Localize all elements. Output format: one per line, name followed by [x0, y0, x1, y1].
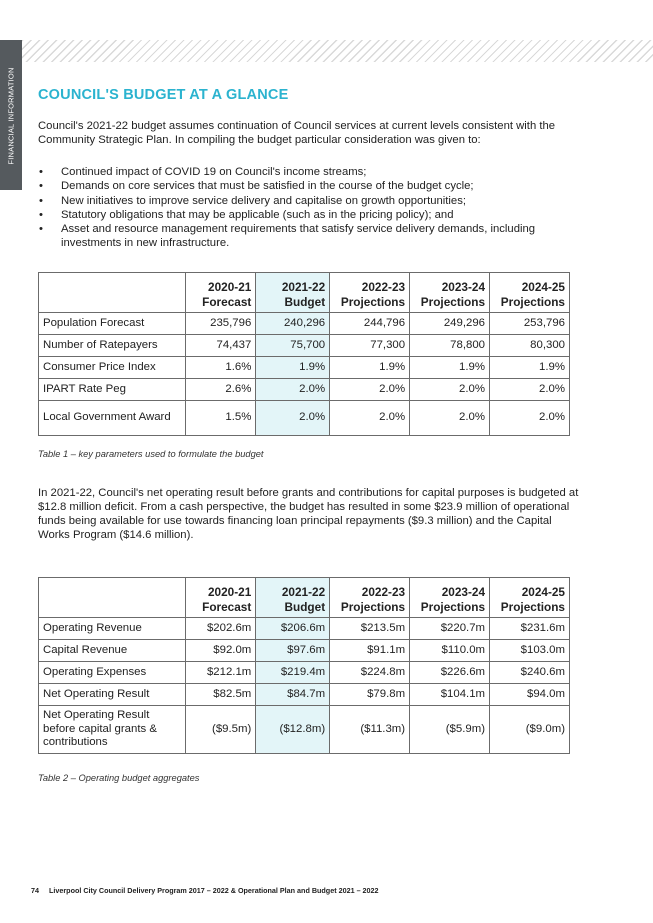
- table-header: 2024-25 Projections: [490, 578, 570, 618]
- page-title: COUNCIL'S BUDGET AT A GLANCE: [38, 87, 289, 103]
- consideration-list: [38, 165, 578, 251]
- table-row: Consumer Price Index 1.6% 1.9% 1.9% 1.9% 1.9%: [39, 357, 570, 379]
- table-row: Population Forecast 235,796 240,296 244,796 249,296 253,796: [39, 313, 570, 335]
- table-header: 2020-21 Forecast: [186, 578, 256, 618]
- list-item: • Statutory obligations that may be applicable (such as in the pricing policy); and: [38, 208, 578, 222]
- table2-caption: Table 2 – Operating budget aggregates: [38, 773, 200, 783]
- table-header-blank: [39, 273, 186, 313]
- intro-paragraph: Council's 2021-22 budget assumes continuation of Council services at current levels consistent with the Community Strategic Plan. In compiling the budget particular consideration was given to:: [38, 120, 556, 146]
- table-row: Net Operating Result $82.5m $84.7m $79.8m $104.1m $94.0m: [39, 684, 570, 706]
- operating-result-paragraph: In 2021-22, Council's net operating result before grants and contributions for capital purposes is budgeted at $12.8 million deficit. From a cash perspective, the budget has resulted in some $23.9 million of operational funds being available for use towards financing loan principal repayments ($9.3 million) and the Capital Works Program ($14.6 million).: [38, 487, 579, 541]
- table-row: Number of Ratepayers 74,437 75,700 77,300 78,800 80,300: [39, 335, 570, 357]
- list-item: • New initiatives to improve service delivery and capitalise on growth opportunities;: [38, 194, 578, 208]
- page-footer: [31, 886, 379, 895]
- table-row: Net Operating Result before capital grants & contributions ($9.5m) ($12.8m) ($11.3m) ($5.9m) ($9.0m): [39, 706, 570, 754]
- header-hatch-pattern: [22, 40, 653, 62]
- table-header: 2022-23 Projections: [330, 578, 410, 618]
- table-row: Local Government Award 1.5% 2.0% 2.0% 2.0% 2.0%: [39, 401, 570, 436]
- side-tab-label: FINANCIAL INFORMATION: [6, 67, 16, 165]
- footer-text: Liverpool City Council Delivery Program 2017 – 2022 & Operational Plan and Budget 2021 – 2022: [49, 886, 379, 895]
- table-header: 2020-21 Forecast: [186, 273, 256, 313]
- table-header: 2021-22 Budget: [256, 273, 330, 313]
- table1-caption: Table 1 – key parameters used to formulate the budget: [38, 449, 264, 459]
- page-number: 74: [31, 886, 39, 895]
- section-side-tab: [0, 40, 22, 190]
- table-row: IPART Rate Peg 2.6% 2.0% 2.0% 2.0% 2.0%: [39, 379, 570, 401]
- table-header: 2021-22 Budget: [256, 578, 330, 618]
- table-header: 2022-23 Projections: [330, 273, 410, 313]
- table-header: 2024-25 Projections: [490, 273, 570, 313]
- list-item: • Continued impact of COVID 19 on Council's income streams;: [38, 165, 578, 179]
- table-row: Operating Expenses $212.1m $219.4m $224.8m $226.6m $240.6m: [39, 662, 570, 684]
- list-item: • Demands on core services that must be satisfied in the course of the budget cycle;: [38, 179, 578, 193]
- table-header-blank: [39, 578, 186, 618]
- key-parameters-table: [38, 272, 570, 436]
- table-row: Operating Revenue $202.6m $206.6m $213.5m $220.7m $231.6m: [39, 618, 570, 640]
- list-item: • Asset and resource management requirements that satisfy service delivery demands, including investments in new infrastructure.: [38, 222, 578, 251]
- table-header: 2023-24 Projections: [410, 273, 490, 313]
- table-row: Capital Revenue $92.0m $97.6m $91.1m $110.0m $103.0m: [39, 640, 570, 662]
- operating-budget-table: [38, 577, 570, 754]
- table-header: 2023-24 Projections: [410, 578, 490, 618]
